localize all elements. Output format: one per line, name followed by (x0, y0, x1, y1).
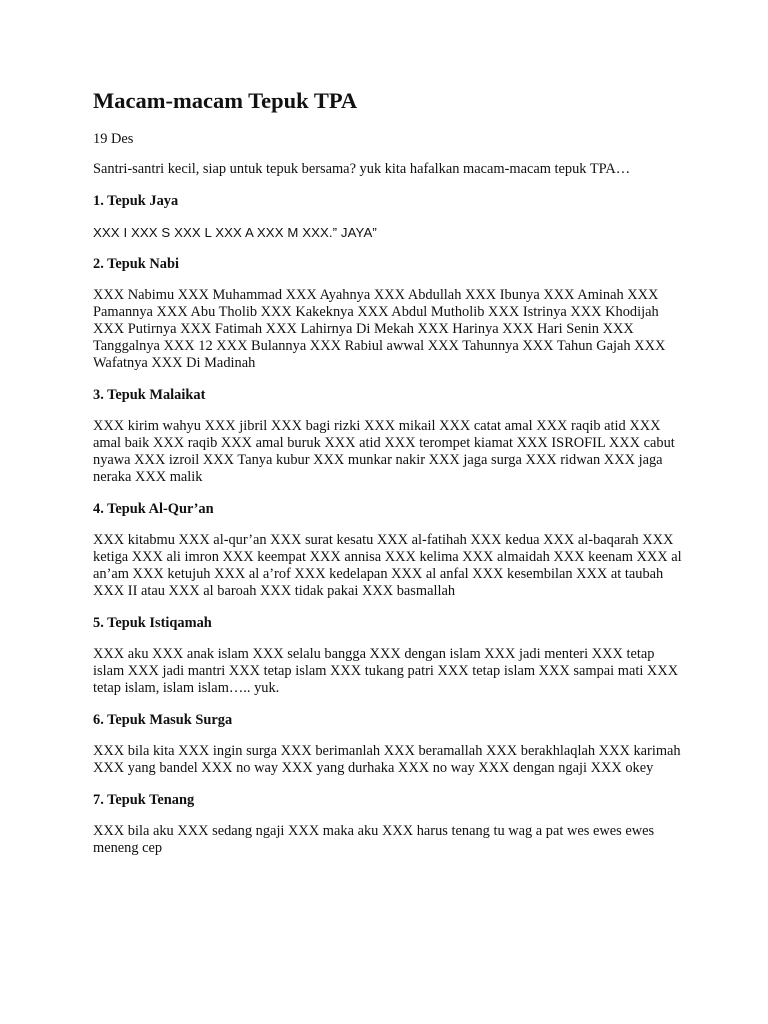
section-title: 5. Tepuk Istiqamah (93, 615, 212, 631)
page-title: Macam-macam Tepuk TPA (93, 88, 358, 113)
section-title: 2. Tepuk Nabi (93, 256, 179, 272)
intro-text: Santri-santri kecil, siap untuk tepuk bersama? yuk kita hafalkan macam-macam tepuk TPA… (93, 161, 631, 177)
section-body: XXX bila kita XXX ingin surga XXX berimanlah XXX beramallah XXX berakhlaqlah XXX karimah XXX yang bandel XXX no way XXX yang durhaka XXX no way XXX dengan ngaji XXX okey (93, 743, 681, 776)
document-page (93, 86, 683, 871)
section-body: XXX aku XXX anak islam XXX selalu bangga XXX dengan islam XXX jadi menteri XXX tetap islam XXX jadi mantri XXX tetap islam XXX tukang patri XXX tetap islam XXX sampai mati XXX tetap islam, islam islam….. yuk. (93, 646, 679, 696)
section-title: 6. Tepuk Masuk Surga (93, 712, 233, 728)
post-date: 19 Des (93, 131, 134, 147)
section-body: XXX bila aku XXX sedang ngaji XXX maka aku XXX harus tenang tu wag a pat wes ewes ewes meneng cep (93, 823, 655, 856)
section-body: XXX kirim wahyu XXX jibril XXX bagi rizki XXX mikail XXX catat amal XXX raqib atid XXX amal baik XXX raqib XXX amal buruk XXX atid XXX terompet kiamat XXX ISROFIL XXX cabut nyawa XXX izroil XXX Tanya kubur XXX munkar nakir XXX jaga surga XXX ridwan XXX jaga neraka XXX malik (93, 418, 675, 485)
section-body: XXX kitabmu XXX al-qur’an XXX surat kesatu XXX al-fatihah XXX kedua XXX al-baqarah XXX ketiga XXX ali imron XXX keempat XXX annisa XXX kelima XXX almaidah XXX keenam XXX al an’am XXX ketujuh XXX al a’rof XXX kedelapan XXX al anfal XXX kesembilan XXX at taubah XXX II atau XXX al baroah XXX tidak pakai XXX basmallah (93, 532, 682, 599)
section-title: 3. Tepuk Malaikat (93, 387, 206, 403)
section-body: XXX I XXX S XXX L XXX A XXX M XXX.” JAYA” (93, 225, 377, 240)
section-title: 1. Tepuk Jaya (93, 193, 179, 209)
section-body: XXX Nabimu XXX Muhammad XXX Ayahnya XXX Abdullah XXX Ibunya XXX Aminah XXX Pamannya XXX Abu Tholib XXX Kakeknya XXX Abdul Mutholib XXX Istrinya XXX Khodijah XXX Putirnya XXX Fatimah XXX Lahirnya Di Mekah XXX Harinya XXX Hari Senin XXX Tanggalnya XXX 12 XXX Bulannya XXX Rabiul awwal XXX Tahunnya XXX Tahun Gajah XXX Wafatnya XXX Di Madinah (93, 287, 666, 371)
section-title: 4. Tepuk Al-Qur’an (93, 501, 214, 517)
section-title: 7. Tepuk Tenang (93, 792, 195, 808)
